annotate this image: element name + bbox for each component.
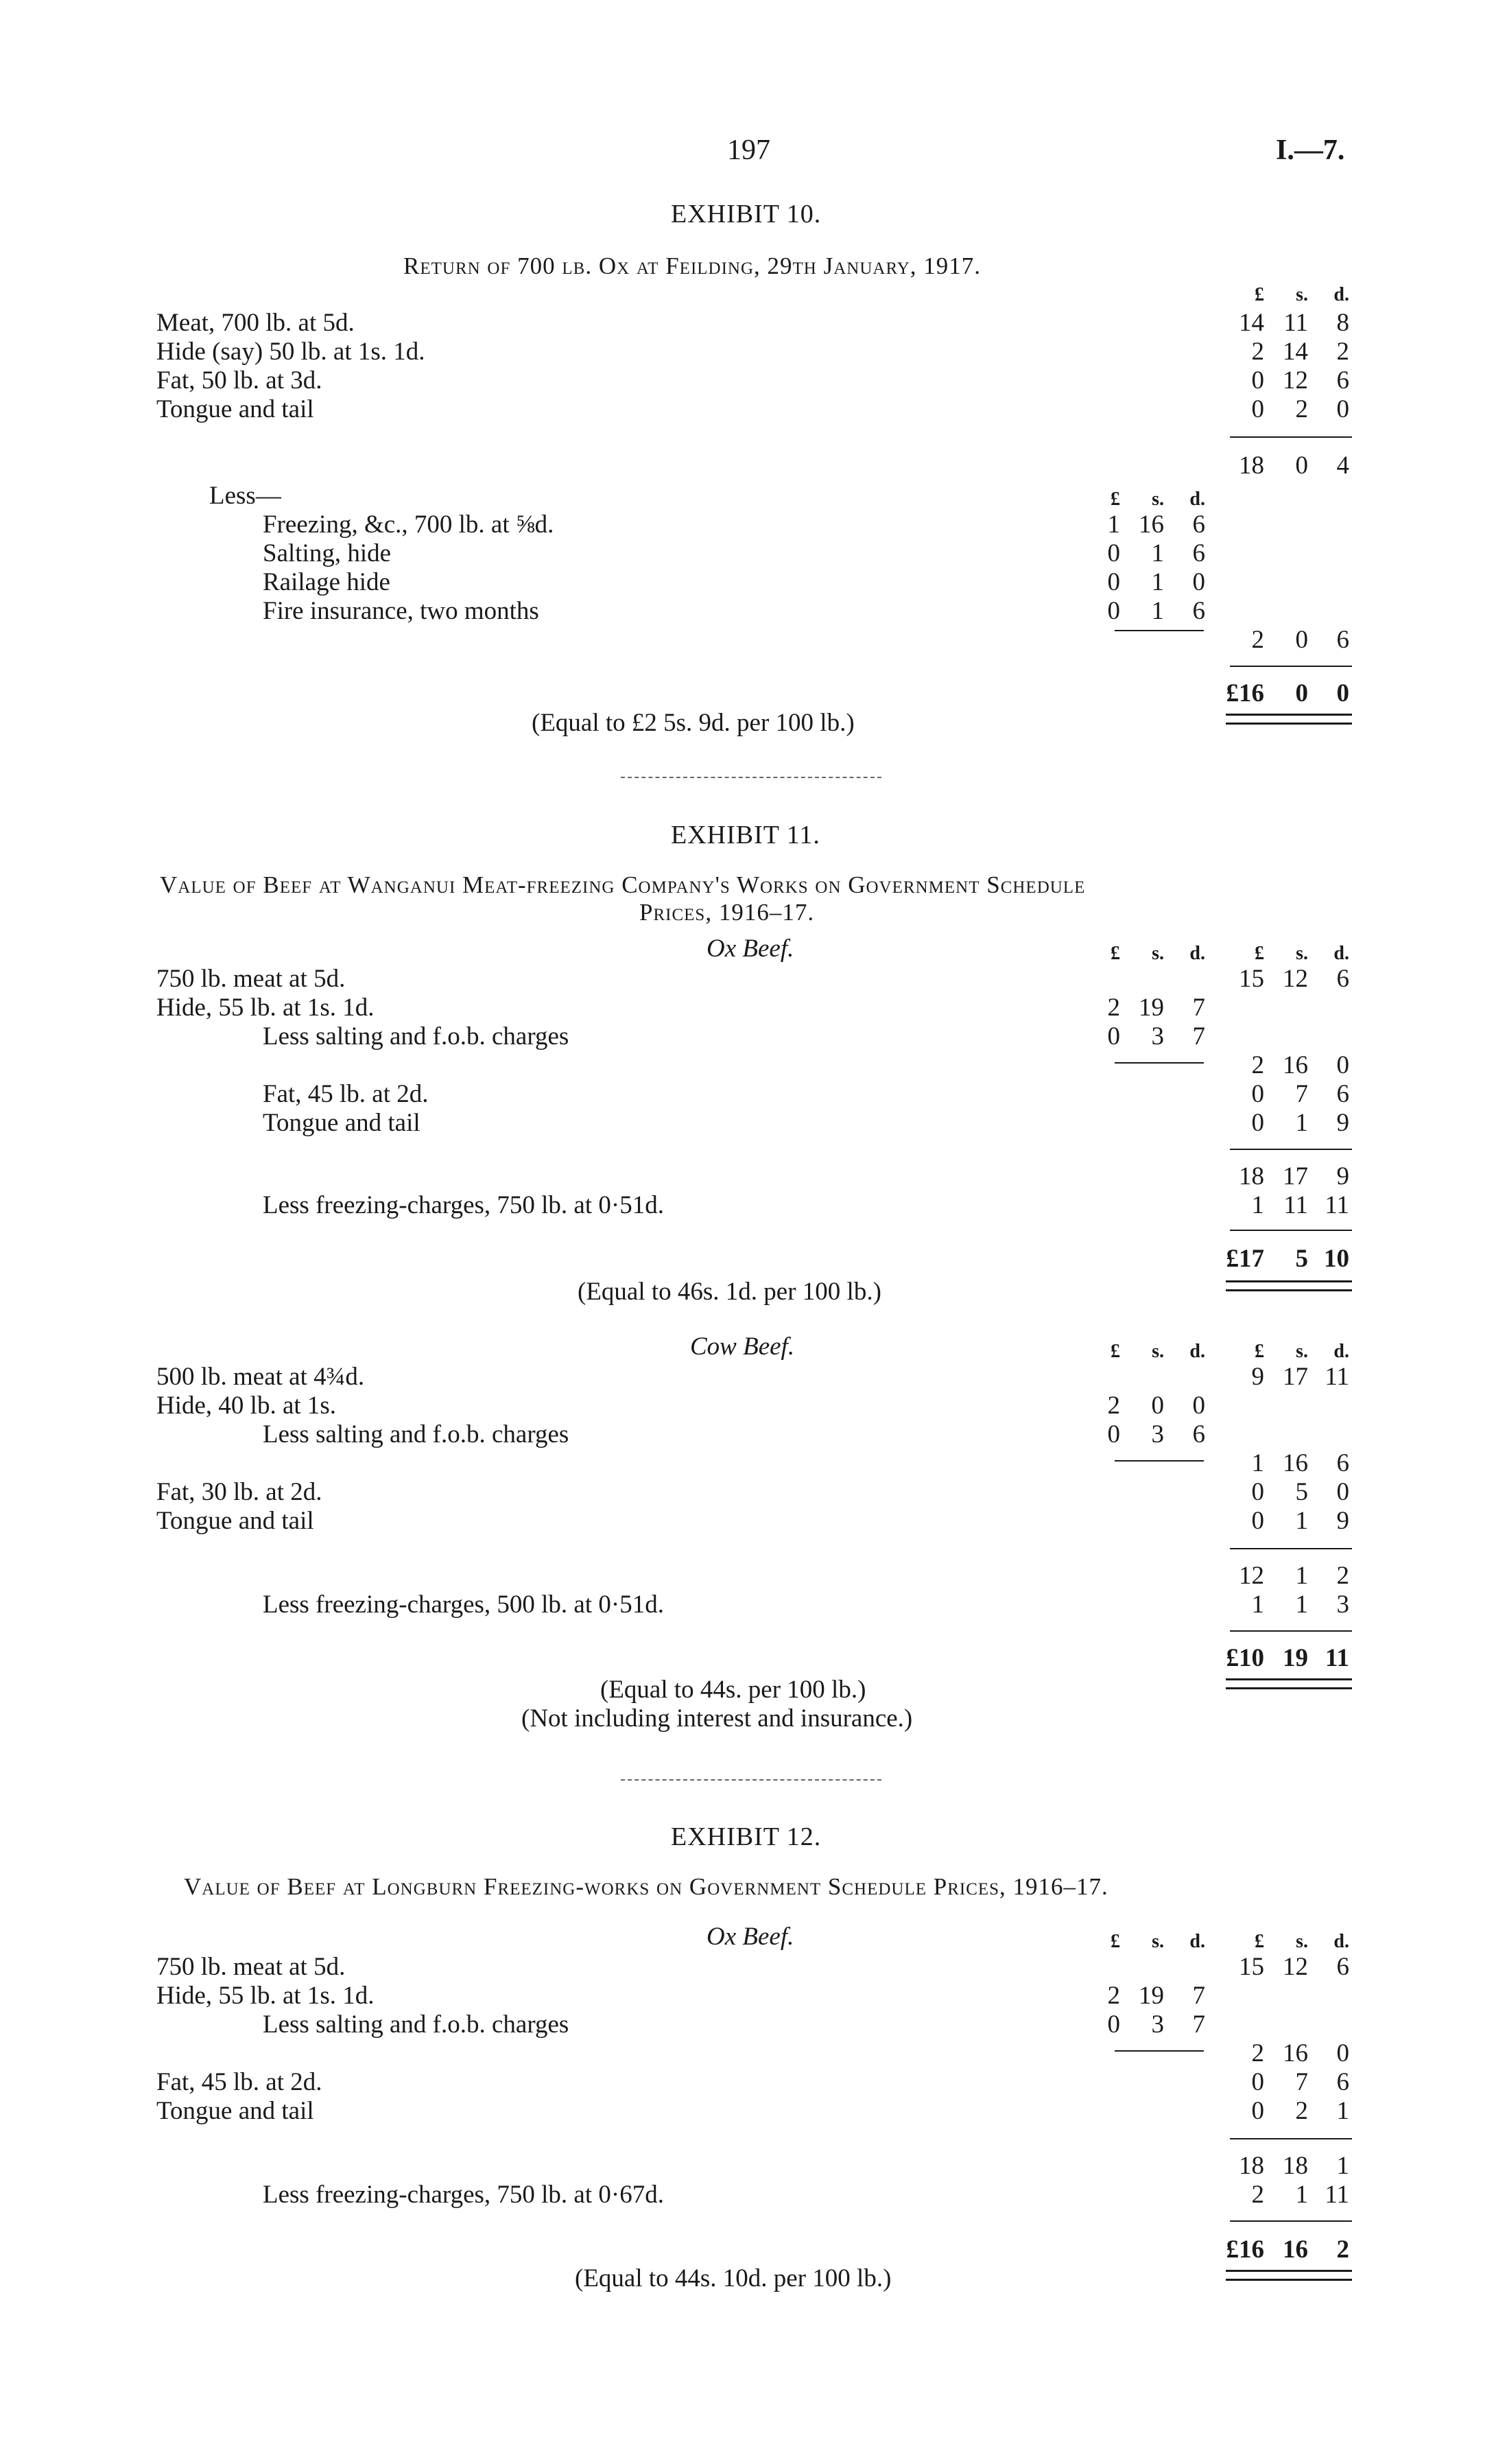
e11-cow-hide-net: 1 16 6	[1251, 1449, 1349, 1477]
e11-cow-salting-value: 0 3 6	[1107, 1420, 1205, 1448]
exhibit-11-subtitle-line1: Value of Beef at Wanganui Meat-freezing Company's Works on Government Schedule	[160, 871, 1086, 898]
exhibit-12-title: EXHIBIT 12.	[671, 1822, 822, 1851]
e11-ox-freezing-label: Less freezing-charges, 750 lb. at 0·51d.	[263, 1191, 664, 1219]
e11-cow-salting-label: Less salting and f.o.b. charges	[263, 1420, 569, 1448]
e11-cow-fat-label: Fat, 30 lb. at 2d.	[156, 1478, 322, 1506]
e11-cow-hide-label: Hide, 40 lb. at 1s.	[156, 1392, 337, 1420]
e12-freezing-label: Less freezing-charges, 750 lb. at 0·67d.	[263, 2181, 664, 2209]
e12-heading: Ox Beef.	[707, 1923, 794, 1951]
e10-row-tongue-label: Tongue and tail	[156, 395, 314, 423]
e11-ox-meat-value: 15 12 6	[1239, 965, 1349, 993]
e11-ox-mid-header: £ s. d.	[1111, 943, 1205, 964]
exhibit-12-subtitle: Value of Beef at Longburn Freezing-works on Government Schedule Prices, 1916–17.	[184, 1873, 1108, 1900]
e10-less-insurance-label: Fire insurance, two months	[263, 597, 539, 625]
page-number: 197	[727, 134, 770, 166]
exhibit-10-subtitle: Return of 700 lb. Ox at Feilding, 29th January, 1917.	[403, 253, 982, 279]
e10-note: (Equal to £2 5s. 9d. per 100 lb.)	[532, 709, 855, 737]
e10-subtotal: 18 0 4	[1239, 451, 1349, 480]
e10-row-hide-value: 2 14 2	[1251, 338, 1349, 366]
e12-meat-value: 15 12 6	[1239, 1953, 1349, 1981]
e10-total-rule	[1230, 666, 1352, 667]
e10-total: £16 0 0	[1226, 679, 1349, 707]
e12-right-header: £ s. d.	[1255, 1931, 1349, 1952]
e10-less-header: £ s. d.	[1111, 489, 1205, 510]
e10-less-salting-label: Salting, hide	[263, 539, 392, 567]
e10-total-double-rule	[1226, 714, 1352, 725]
e11-cow-subtotal-rule	[1230, 1548, 1352, 1549]
exhibit-11-title: EXHIBIT 11.	[671, 821, 820, 849]
e11-ox-total-rule	[1230, 1230, 1352, 1231]
e10-less-label: Less—	[209, 482, 281, 510]
e11-ox-hide-value: 2 19 7	[1107, 994, 1205, 1022]
e10-row-hide-label: Hide (say) 50 lb. at 1s. 1d.	[156, 338, 425, 366]
e11-cow-hide-rule	[1115, 1460, 1204, 1462]
e12-tongue-value: 0 2 1	[1251, 2097, 1349, 2125]
e12-freezing-value: 2 1 11	[1251, 2181, 1349, 2209]
e11-ox-salting-value: 0 3 7	[1107, 1022, 1205, 1051]
page-reference: I.—7.	[1276, 134, 1345, 166]
section-divider	[621, 777, 881, 778]
e11-cow-total-rule	[1230, 1630, 1352, 1632]
e11-cow-meat-value: 9 17 11	[1251, 1363, 1349, 1391]
e10-row-tongue-value: 0 2 0	[1251, 395, 1349, 423]
e12-fat-label: Fat, 45 lb. at 2d.	[156, 2068, 322, 2096]
e11-cow-heading: Cow Beef.	[690, 1333, 795, 1361]
e11-cow-right-header: £ s. d.	[1255, 1341, 1349, 1362]
e10-less-railage-label: Railage hide	[263, 568, 390, 596]
e11-ox-hide-rule	[1115, 1062, 1204, 1064]
e11-ox-meat-label: 750 lb. meat at 5d.	[156, 965, 346, 993]
e11-ox-hide-net: 2 16 0	[1251, 1051, 1349, 1079]
e12-subtotal-rule	[1230, 2138, 1352, 2139]
e11-ox-total-double-rule	[1226, 1280, 1352, 1291]
e10-subtotal-rule	[1230, 436, 1352, 438]
e11-cow-hide-value: 2 0 0	[1107, 1392, 1205, 1420]
e11-cow-tongue-value: 0 1 9	[1251, 1507, 1349, 1535]
e11-cow-subtotal: 12 1 2	[1239, 1562, 1349, 1590]
e11-cow-fat-value: 0 5 0	[1251, 1478, 1349, 1506]
e11-cow-total: £10 19 11	[1226, 1644, 1349, 1672]
e11-ox-right-header: £ s. d.	[1255, 943, 1349, 964]
exhibit-11-subtitle-line2: Prices, 1916–17.	[639, 899, 815, 926]
e11-cow-freezing-value: 1 1 3	[1251, 1591, 1349, 1619]
e10-row-meat-value: 14 11 8	[1239, 309, 1349, 337]
e11-cow-freezing-label: Less freezing-charges, 500 lb. at 0·51d.	[263, 1591, 664, 1619]
e10-row-fat-value: 0 12 6	[1251, 366, 1349, 395]
e10-less-railage-value: 0 1 0	[1107, 568, 1205, 596]
e11-ox-subtotal-rule	[1230, 1149, 1352, 1150]
e11-cow-note: (Equal to 44s. per 100 lb.)	[600, 1676, 866, 1704]
e10-row-meat-label: Meat, 700 lb. at 5d.	[156, 309, 355, 337]
exhibit-10-title: EXHIBIT 10.	[671, 200, 822, 228]
e10-less-rule	[1115, 630, 1204, 631]
e10-less-insurance-value: 0 1 6	[1107, 597, 1205, 625]
e12-total-rule	[1230, 2220, 1352, 2222]
e12-salting-label: Less salting and f.o.b. charges	[263, 2010, 569, 2039]
e10-less-freezing-value: 1 16 6	[1107, 511, 1205, 539]
e11-ox-hide-label: Hide, 55 lb. at 1s. 1d.	[156, 994, 375, 1022]
e11-ox-tongue-label: Tongue and tail	[263, 1109, 420, 1137]
e12-tongue-label: Tongue and tail	[156, 2097, 314, 2125]
e11-cow-note-2: (Not including interest and insurance.)	[521, 1704, 913, 1733]
e11-ox-fat-label: Fat, 45 lb. at 2d.	[263, 1080, 429, 1108]
e12-note: (Equal to 44s. 10d. per 100 lb.)	[575, 2264, 892, 2292]
e11-ox-salting-label: Less salting and f.o.b. charges	[263, 1022, 569, 1051]
e12-hide-value: 2 19 7	[1107, 1982, 1205, 2010]
e11-ox-freezing-value: 1 11 11	[1251, 1191, 1349, 1219]
e12-total-double-rule	[1226, 2270, 1352, 2281]
e11-ox-fat-value: 0 7 6	[1251, 1080, 1349, 1108]
e12-hide-net: 2 16 0	[1251, 2039, 1349, 2067]
e11-ox-subtotal: 18 17 9	[1239, 1162, 1349, 1190]
e10-row-fat-label: Fat, 50 lb. at 3d.	[156, 366, 322, 395]
e12-fat-value: 0 7 6	[1251, 2068, 1349, 2096]
e10-less-salting-value: 0 1 6	[1107, 539, 1205, 567]
section-divider	[621, 1779, 881, 1781]
e12-meat-label: 750 lb. meat at 5d.	[156, 1953, 346, 1981]
e11-cow-tongue-label: Tongue and tail	[156, 1507, 314, 1535]
e11-ox-heading: Ox Beef.	[707, 935, 794, 963]
e10-less-freezing-label: Freezing, &c., 700 lb. at ⅝d.	[263, 511, 554, 539]
e11-ox-tongue-value: 0 1 9	[1251, 1109, 1349, 1137]
e12-hide-rule	[1115, 2050, 1204, 2052]
e11-cow-mid-header: £ s. d.	[1111, 1341, 1205, 1362]
e12-mid-header: £ s. d.	[1111, 1931, 1205, 1952]
e12-hide-label: Hide, 55 lb. at 1s. 1d.	[156, 1982, 375, 2010]
e10-less-total: 2 0 6	[1251, 626, 1349, 654]
e12-salting-value: 0 3 7	[1107, 2010, 1205, 2039]
e11-ox-note: (Equal to 46s. 1d. per 100 lb.)	[578, 1278, 881, 1306]
e11-cow-total-double-rule	[1226, 1678, 1352, 1689]
e11-ox-total: £17 5 10	[1226, 1245, 1349, 1273]
e10-column-header: £ s. d.	[1255, 284, 1349, 305]
e11-cow-meat-label: 500 lb. meat at 4¾d.	[156, 1363, 365, 1391]
e12-subtotal: 18 18 1	[1239, 2152, 1349, 2180]
e12-total: £16 16 2	[1226, 2236, 1349, 2264]
